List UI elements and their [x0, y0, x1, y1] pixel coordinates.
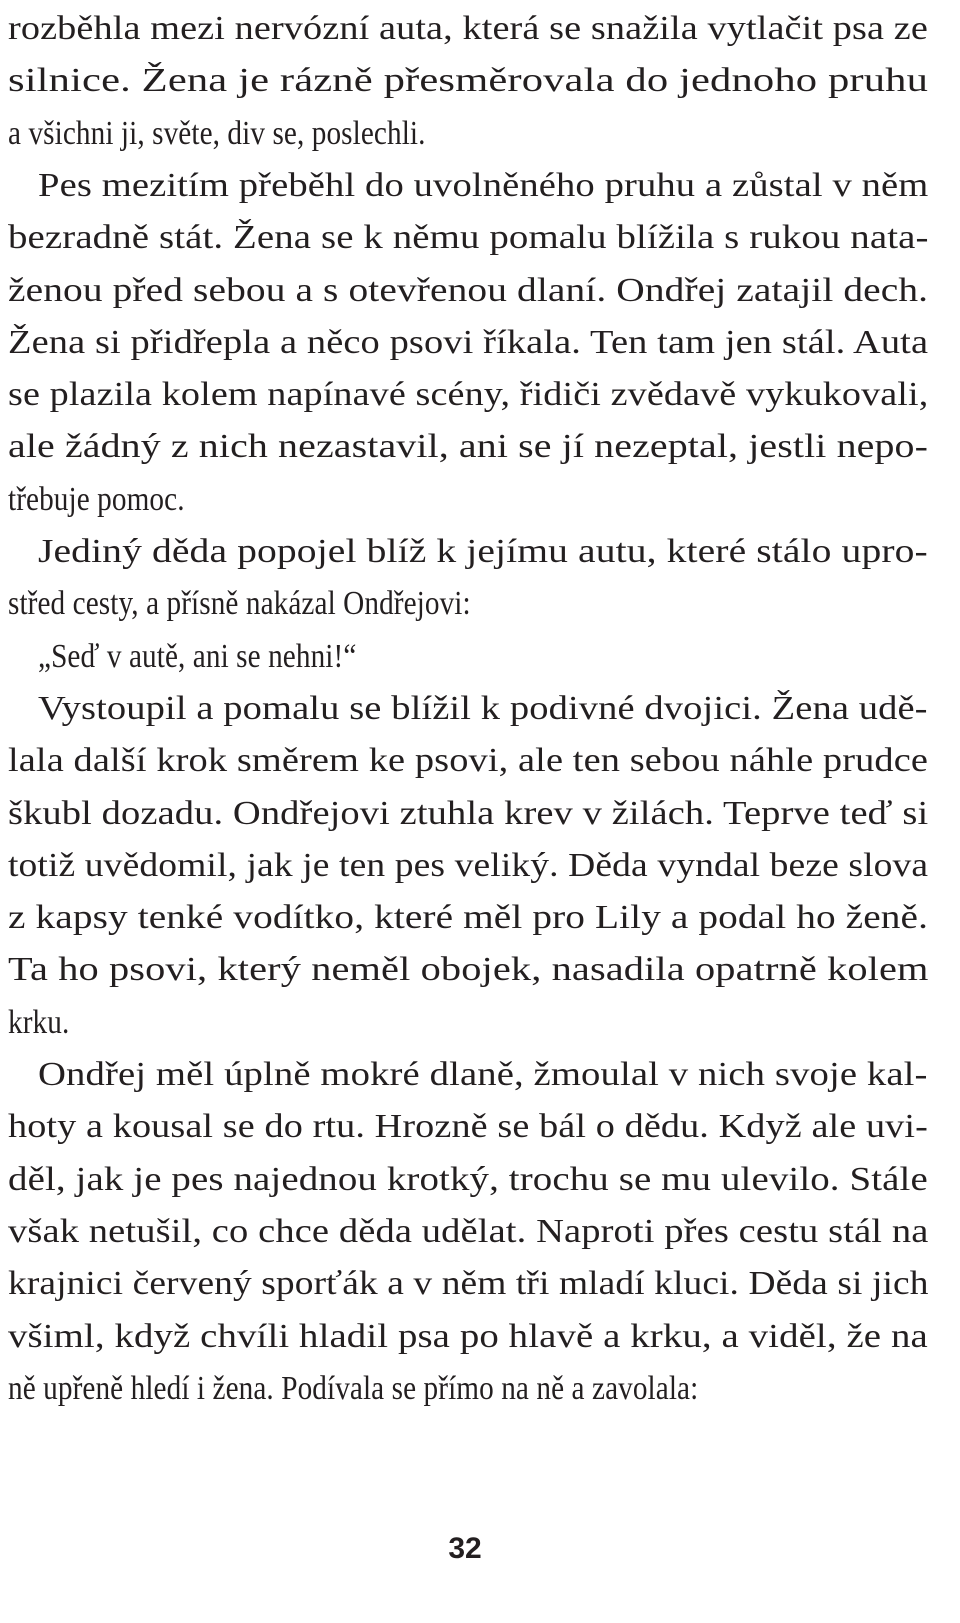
text-line: škubl dozadu. Ondřejovi ztuhla krev v žilách. Teprve teď si	[8, 794, 929, 832]
page-number: 32	[448, 1532, 482, 1565]
text-line: rozběhla mezi nervózní auta, která se snažila vytlačit psa ze	[8, 10, 928, 47]
text-line: ně upřeně hledí i žena. Podívala se přímo na ně a zavolala:	[8, 1369, 699, 1407]
text-line: lala další krok směrem ke psovi, ale ten sebou náhle prudce	[8, 742, 929, 780]
text-line: Jediný děda popojel blíž k jejímu autu, které stálo upro-	[38, 533, 928, 570]
text-line: třebuje pomoc.	[8, 480, 185, 518]
text-line: Vystoupil a pomalu se blížil k podivné dvojici. Žena udě-	[38, 689, 928, 727]
text-line: bezradně stát. Žena se k němu pomalu blížila s rukou nata-	[8, 219, 929, 257]
text-line: všiml, když chvíli hladil psa po hlavě a krku, a viděl, že na	[8, 1317, 928, 1355]
text-line: hoty a kousal se do rtu. Hrozně se bál o dědu. Když ale uvi-	[8, 1108, 928, 1146]
text-line: ale žádný z nich nezastavil, ani se jí nezeptal, jestli nepo-	[8, 428, 928, 466]
text-line: ženou před sebou a s otevřenou dlaní. Ondřej zatajil dech.	[8, 271, 929, 309]
text-line: Ondřej měl úplně mokré dlaně, žmoulal v nich svoje kal-	[38, 1056, 928, 1093]
text-line: Pes mezitím přeběhl do uvolněného pruhu a zůstal v něm	[38, 166, 929, 204]
text-line: však netušil, co chce děda udělat. Naproti přes cestu stál na	[8, 1212, 929, 1250]
text-line: silnice. Žena je rázně přesměrovala do jednoho pruhu	[8, 62, 929, 100]
text-line: krku.	[8, 1003, 70, 1041]
text-line: Ta ho psovi, který neměl obojek, nasadila opatrně kolem	[8, 951, 929, 989]
text-line: Žena si přidřepla a něco psovi říkala. Ten tam jen stál. Auta	[8, 323, 929, 361]
text-line: a všichni ji, světe, div se, poslechli.	[8, 114, 426, 152]
text-line: „Seď v autě, ani se nehni!“	[38, 637, 357, 675]
text-line: děl, jak je pes najednou krotký, trochu se mu ulevilo. Stále	[8, 1160, 928, 1198]
text-line: se plazila kolem napínavé scény, řidiči zvědavě vykukovali,	[8, 376, 929, 414]
text-line: krajnici červený sporťák a v něm tři mladí kluci. Děda si jich	[8, 1265, 929, 1303]
text-line: totiž uvědomil, jak je ten pes veliký. Děda vyndal beze slova	[8, 846, 929, 884]
text-line: střed cesty, a přísně nakázal Ondřejovi:	[8, 585, 471, 623]
text-line: z kapsy tenké vodítko, které měl pro Lily a podal ho ženě.	[8, 899, 929, 937]
